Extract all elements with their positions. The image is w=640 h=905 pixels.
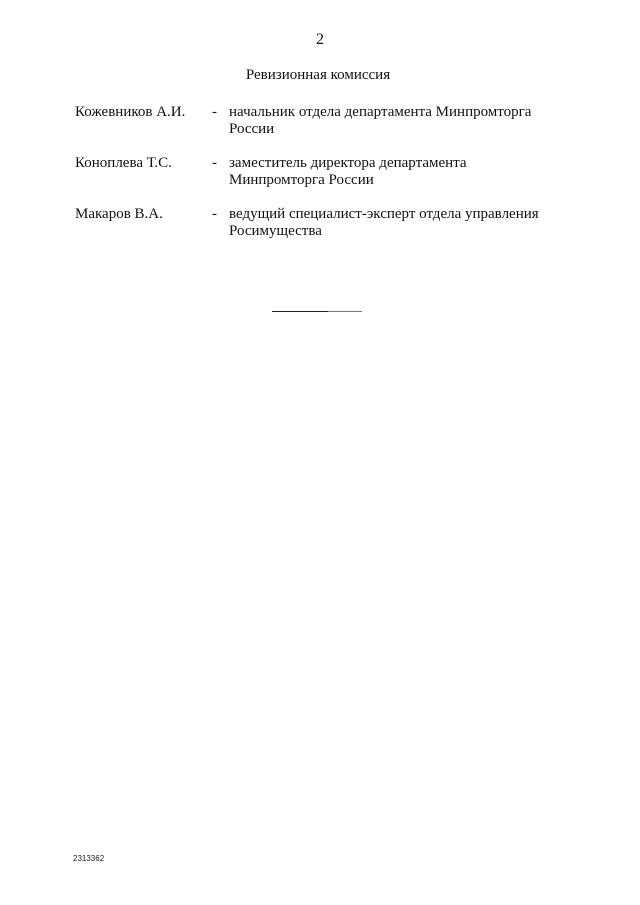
member-name: Коноплева Т.С. [75,155,172,171]
section-title: Ревизионная комиссия [245,67,391,83]
commission-members-list [75,104,575,257]
document-code: 2313362 [73,854,105,863]
member-name: Кожевников А.И. [75,104,186,120]
page-number: 2 [316,31,324,48]
member-role: ведущий специалист-эксперт отдела управления Росимущества [229,206,539,239]
member-row [75,206,575,257]
member-role: начальник отдела департамента Минпромторга России [229,104,532,137]
member-dash: - [212,155,217,171]
member-dash: - [212,206,217,222]
end-divider-line [272,311,362,312]
member-row [75,155,575,206]
member-name: Макаров В.А. [75,206,163,222]
member-dash: - [212,104,217,120]
member-row [75,104,575,155]
member-role: заместитель директора департамента Минпромторга России [229,155,467,188]
